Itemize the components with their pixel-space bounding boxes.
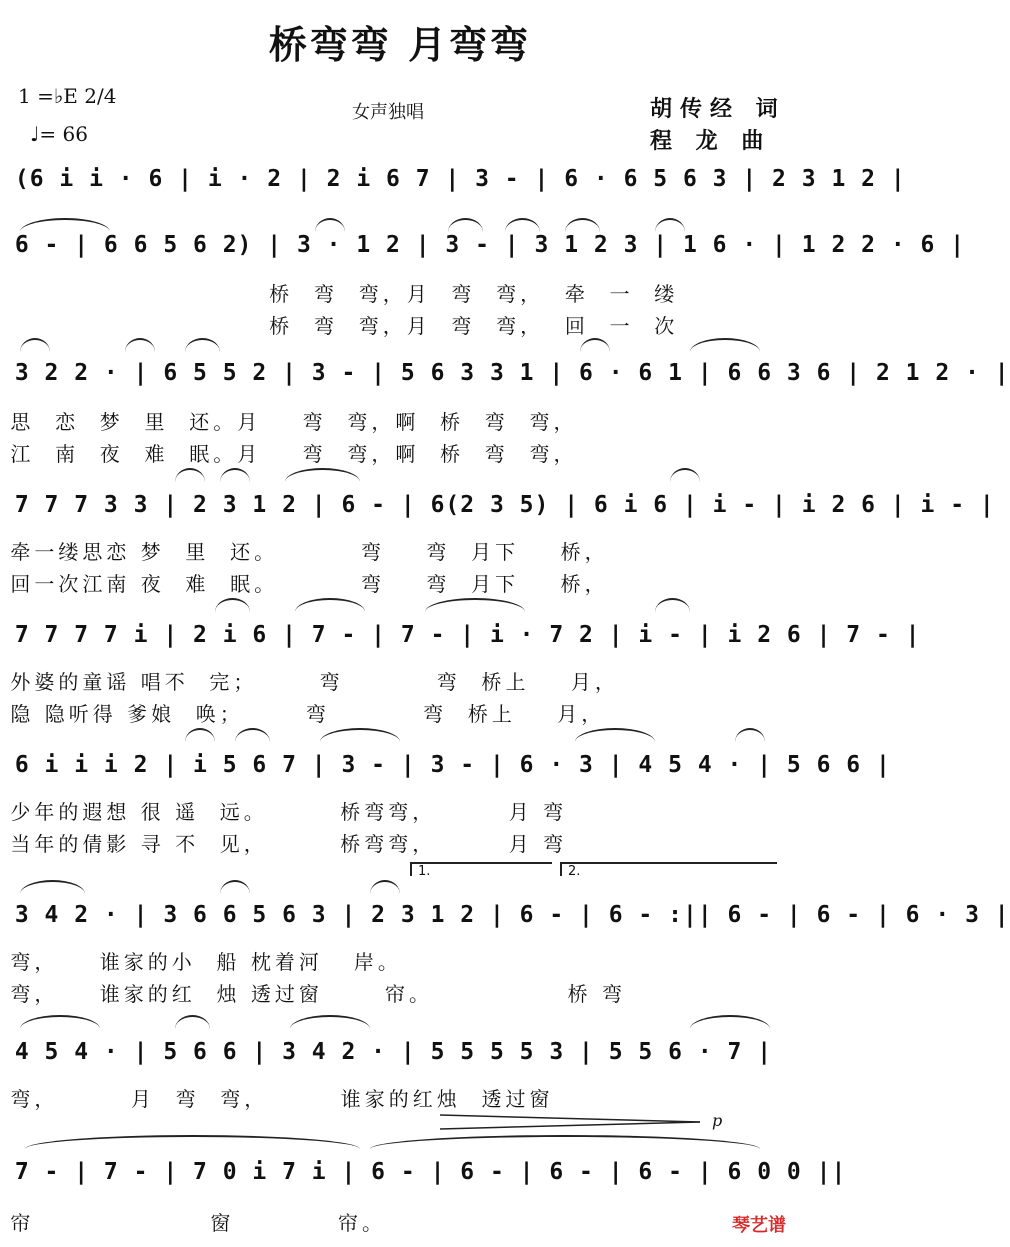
slur xyxy=(235,728,270,742)
staff-row-3 xyxy=(0,338,1010,468)
volta-1-label: 1. xyxy=(418,864,431,879)
notation-line: 7 - | 7 - | 7 0 i 7 i | 6 - | 6 - | 6 - | 6 - | 6 0 0 || xyxy=(0,1159,847,1185)
lyric-verse-1: 桥 弯 弯，月 弯 弯， 牵 一 缕 xyxy=(0,282,679,306)
notation-line: 7 7 7 7 i | 2 i 6 | 7 - | 7 - | i · 7 2 | i - | i 2 6 | 7 - | xyxy=(0,622,921,648)
slur xyxy=(690,1015,770,1029)
notation-line: 4 5 4 · | 5 6 6 | 3 4 2 · | 5 5 5 5 3 | 5 5 6 · 7 | xyxy=(0,1039,773,1065)
notation-line: 7 7 7 3 3 | 2 3 1 2 | 6 - | 6(2 3 5) | 6 i 6 | i - | i 2 6 | i - | xyxy=(0,492,995,518)
slur xyxy=(575,728,655,742)
performance-note: 女声独唱 xyxy=(352,102,424,123)
staff-row-1 xyxy=(0,160,906,210)
slur xyxy=(175,468,205,482)
slur xyxy=(425,598,525,612)
notation-line: 3 4 2 · | 3 6 6 5 6 3 | 2 3 1 2 | 6 - | 6 - :|| 6 - | 6 - | 6 · 3 | xyxy=(0,902,1010,928)
lyric-verse-1: 牵一缕思恋 梦 里 还。 弯 弯 月下 桥， xyxy=(0,540,609,564)
staff-row-2 xyxy=(0,218,966,338)
staff-row-9 xyxy=(0,1135,847,1245)
volta-bracket-1 xyxy=(410,862,552,876)
slur xyxy=(655,598,690,612)
slur xyxy=(290,1015,370,1029)
lyric-verse-1: 帘 窗 帘。 xyxy=(0,1211,387,1235)
lyric-verse-1: 弯， 月 弯 弯， 谁家的红烛 透过窗 xyxy=(0,1087,554,1111)
slur xyxy=(448,218,483,232)
lyric-verse-2: 江 南 夜 难 眠。月 弯 弯，啊 桥 弯 弯， xyxy=(0,442,578,466)
slur xyxy=(690,338,760,352)
volta-bracket-2 xyxy=(560,862,777,876)
composer-credit: 程 龙 曲 xyxy=(650,129,772,154)
slur xyxy=(735,728,765,742)
tempo-marking: ♩= 66 xyxy=(30,122,88,146)
notation-line: (6 i i · 6 | i · 2 | 2 i 6 7 | 3 - | 6 · 6 5 6 3 | 2 3 1 2 | xyxy=(0,166,906,192)
decrescendo-hairpin xyxy=(440,1111,710,1135)
slur xyxy=(25,1135,360,1149)
lyricist-credit: 胡传经 词 xyxy=(650,97,786,122)
staff-row-6 xyxy=(0,728,891,858)
slur xyxy=(320,728,400,742)
site-logo: 琴艺谱 xyxy=(732,1215,786,1236)
slur xyxy=(315,218,345,232)
staff-row-5 xyxy=(0,598,921,728)
slur xyxy=(565,218,600,232)
slur xyxy=(670,468,700,482)
slur xyxy=(370,1135,760,1149)
slur xyxy=(220,468,250,482)
slur xyxy=(285,468,360,482)
slur xyxy=(295,598,365,612)
key-signature: 1 =♭E 2/4 xyxy=(18,84,117,108)
slur xyxy=(20,218,110,232)
lyric-verse-2: 桥 弯 弯，月 弯 弯， 回 一 次 xyxy=(0,314,679,338)
lyric-verse-1: 少年的遐想 很 遥 远。 桥弯弯， 月 弯 xyxy=(0,800,568,824)
lyric-verse-2: 回一次江南 夜 难 眠。 弯 弯 月下 桥， xyxy=(0,572,609,596)
slur xyxy=(20,1015,100,1029)
lyric-verse-1: 弯， 谁家的小 船 枕着河 岸。 xyxy=(0,950,402,974)
lyric-verse-1: 思 恋 梦 里 还。月 弯 弯，啊 桥 弯 弯， xyxy=(0,410,578,434)
staff-row-7 xyxy=(0,862,1010,1006)
staff-row-8 xyxy=(0,1015,800,1135)
volta-2-label: 2. xyxy=(568,864,581,879)
slur xyxy=(215,598,250,612)
slur xyxy=(185,728,215,742)
lyric-verse-2: 当年的倩影 寻 不 见， 桥弯弯， 月 弯 xyxy=(0,832,568,856)
lyric-verse-2: 隐 隐听得 爹娘 唤； 弯 弯 桥上 月， xyxy=(0,702,606,726)
lyric-verse-2: 弯， 谁家的红 烛 透过窗 帘。 桥 弯 xyxy=(0,982,627,1006)
slur xyxy=(125,338,155,352)
slur xyxy=(220,880,250,894)
slur xyxy=(20,338,50,352)
slur xyxy=(175,1015,210,1029)
slur xyxy=(370,880,400,894)
lyric-verse-1: 外婆的童谣 唱不 完； 弯 弯 桥上 月， xyxy=(0,670,619,694)
dynamic-marking: p xyxy=(712,1111,723,1130)
notation-line: 6 - | 6 6 5 6 2) | 3 · 1 2 | 3 - | 3 1 2 3 | 1 6 · | 1 2 2 · 6 | xyxy=(0,232,966,258)
slur xyxy=(655,218,685,232)
staff-row-4 xyxy=(0,468,995,598)
slur xyxy=(185,338,220,352)
song-title: 桥弯弯 月弯弯 xyxy=(268,23,532,67)
slur xyxy=(20,880,85,894)
slur xyxy=(580,338,610,352)
notation-line: 3 2 2 · | 6 5 5 2 | 3 - | 5 6 3 3 1 | 6 · 6 1 | 6 6 3 6 | 2 1 2 · | xyxy=(0,360,1010,386)
notation-line: 6 i i i 2 | i 5 6 7 | 3 - | 3 - | 6 · 3 | 4 5 4 · | 5 6 6 | xyxy=(0,752,891,778)
slur xyxy=(505,218,540,232)
